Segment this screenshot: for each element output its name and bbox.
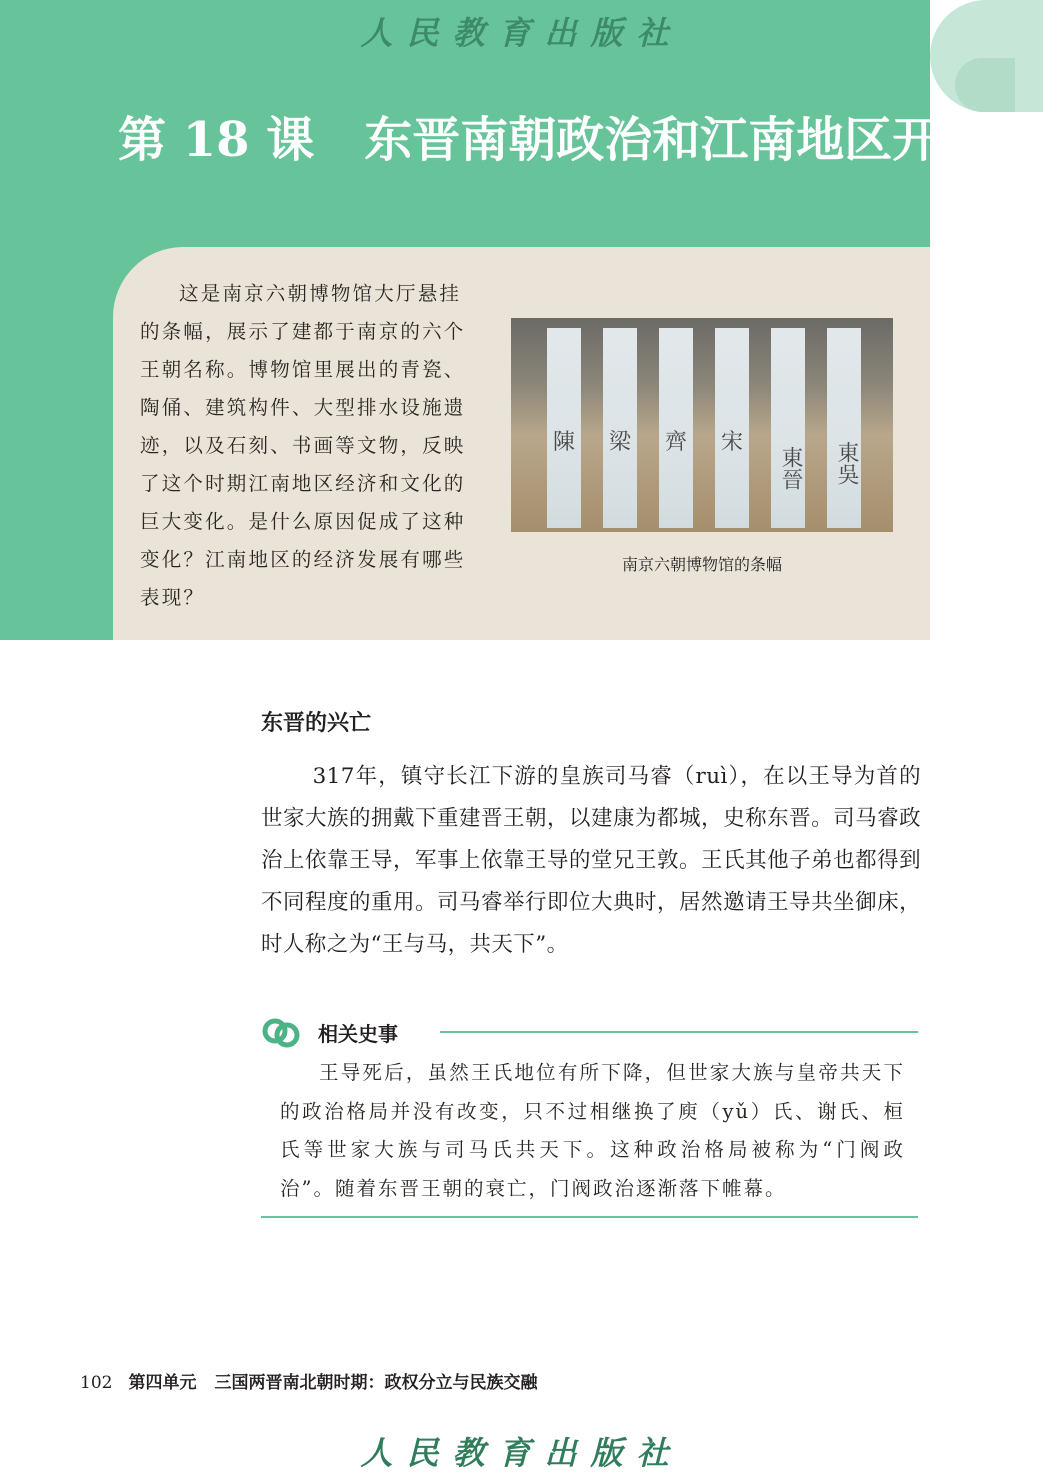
related-history-icon: [262, 1014, 300, 1052]
banner-chen: 陳: [547, 328, 581, 528]
intro-text: 这是南京六朝博物馆大厅悬挂的条幅，展示了建都于南京的六个王朝名称。博物馆里展出的青瓷、陶俑、建筑构件、大型排水设施遗迹，以及石刻、书画等文物，反映了这个时期江南地区经济和文化的巨大变化。是什么原因促成了这种变化？江南地区的经济发展有哪些表现？: [140, 282, 466, 609]
banner-song: 宋: [715, 328, 749, 528]
corner-tab-inner: [955, 58, 1015, 112]
lesson-title-text: 东晋南朝政治和江南地区开发: [364, 112, 989, 168]
page-number: 102: [80, 1373, 113, 1393]
publisher-logo-top: 人民教育出版社: [360, 14, 683, 52]
banner-dongjin: 東晉: [771, 328, 805, 528]
lesson-number: 第 18 课: [118, 112, 315, 168]
publisher-logo-bottom: 人民教育出版社: [360, 1434, 683, 1472]
section-body: 317年，镇守长江下游的皇族司马睿（ruì），在以王导为首的世家大族的拥戴下重建晋王朝，以建康为都城，史称东晋。司马睿政治上依靠王导，军事上依靠王导的堂兄王敦。王氏其他子弟也都得到不同程度的重用。司马睿举行即位大典时，居然邀请王导共坐御床，时人称之为“王与马，共天下”。: [261, 764, 921, 957]
section-heading: 东晋的兴亡: [261, 710, 372, 736]
unit-label: 第四单元: [128, 1373, 197, 1393]
related-rule-bottom: [261, 1216, 918, 1218]
photo-caption: 南京六朝博物馆的条幅: [621, 555, 782, 574]
unit-title: 三国两晋南北朝时期：政权分立与民族交融: [214, 1373, 538, 1393]
banner-liang: 梁: [603, 328, 637, 528]
related-history-heading: 相关史事: [318, 1022, 398, 1046]
page-footer: [80, 1368, 537, 1393]
related-history-body: 王导死后，虽然王氏地位有所下降，但世家大族与皇帝共天下的政治格局并没有改变，只不过相继换了庾（yǔ）氏、谢氏、桓氏等世家大族与司马氏共天下。这种政治格局被称为“门阀政治”。随着东晋王朝的衰亡，门阀政治逐渐落下帷幕。: [280, 1061, 905, 1200]
lesson-title: [118, 110, 989, 170]
banner-dongwu: 東吳: [827, 328, 861, 528]
related-rule-top: [440, 1031, 918, 1033]
banner-qi: 齊: [659, 328, 693, 528]
museum-banner-photo: [511, 318, 893, 532]
